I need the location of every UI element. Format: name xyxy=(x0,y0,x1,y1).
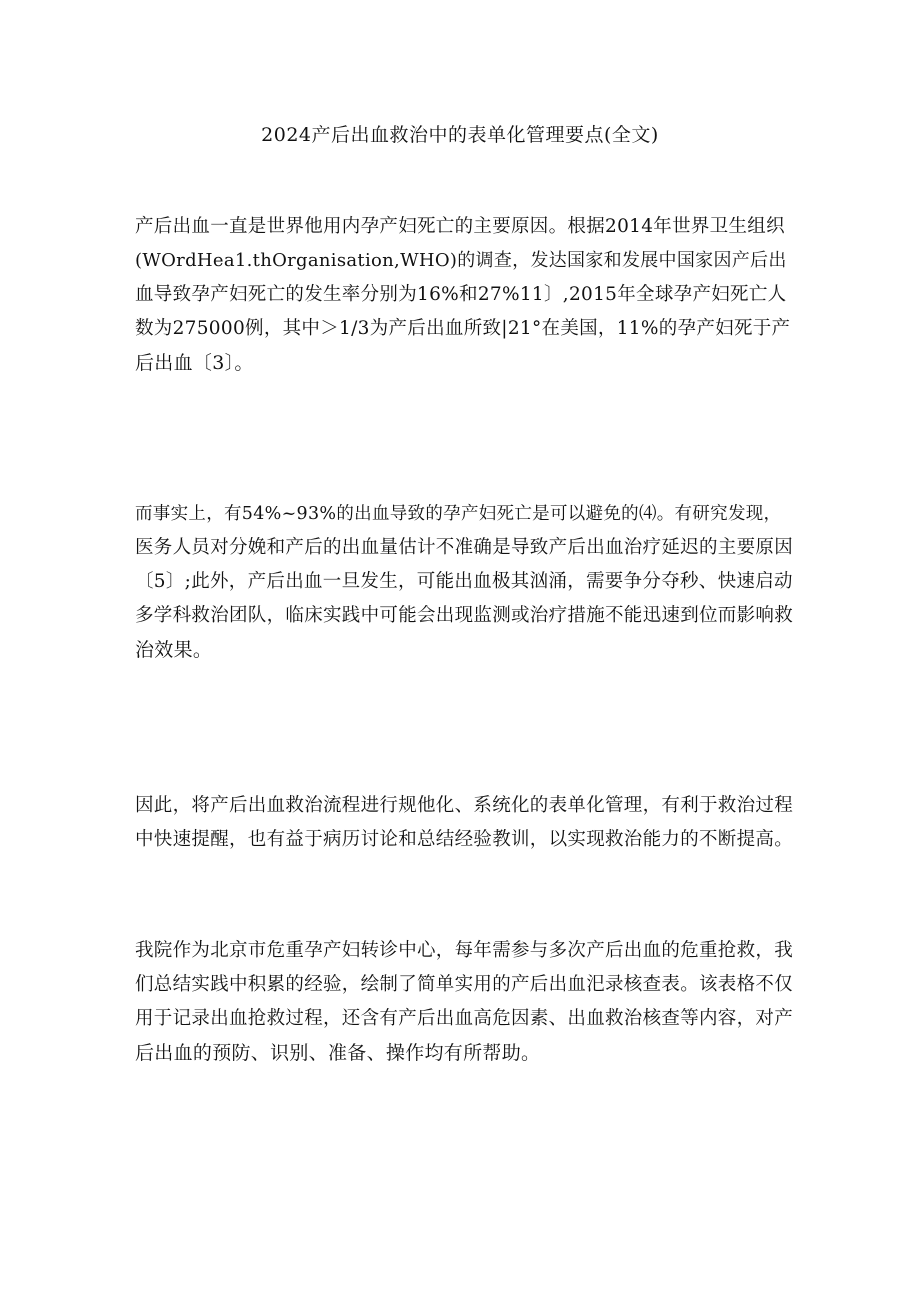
paragraph-line: 数为275000例，其中＞1/3为产后出血所致|21°在美国，11%的孕产妇死于产 xyxy=(135,318,791,339)
paragraph-line: 后出血〔3〕。 xyxy=(135,352,254,374)
paragraph-line: 多学科救治团队，临床实践中可能会出现监测或治疗措施不能迅速到位而影响救 xyxy=(135,605,794,626)
paragraph-line: 用于记录出血抢救过程，还含有产后出血高危因素、出血救治核查等内容，对产 xyxy=(135,1008,794,1029)
paragraph-avoidable-deaths xyxy=(135,497,795,667)
paragraph-line: 我院作为北京市危重孕产妇转诊中心，每年需参与多次产后出血的危重抢救，我 xyxy=(135,940,794,961)
paragraph-line: 后出血的预防、识别、准备、操作均有所帮助。 xyxy=(135,1042,541,1064)
paragraph-line: (WOrdHea1.thOrganisation,WHO)的调查，发达国家和发展中国家因产后出 xyxy=(135,250,787,271)
paragraph-line: 中快速提醒，也有益于病历讨论和总结经验教训，以实现救治能力的不断提高。 xyxy=(135,829,794,850)
document-title: 2024产后出血救治中的表单化管理要点(全文) xyxy=(261,124,659,146)
paragraph-line: 产后出血一直是世界他用内孕产妇死亡的主要原因。根据2014年世界卫生组织 xyxy=(135,216,785,237)
paragraph-line: 治效果。 xyxy=(135,639,213,661)
paragraph-line: 血导致孕产妇死亡的发生率分别为16%和27%11〕,2015年全球孕产妇死亡人 xyxy=(135,284,787,305)
paragraph-line: 而事实上，有54%~93%的出血导致的孕产妇死亡是可以避免的⑷。有研究发现， xyxy=(135,504,782,524)
paragraph-line: 〔5〕;此外，产后出血一旦发生，可能出血极其汹涌，需要争分夺秒、快速启动 xyxy=(135,571,793,592)
paragraph-line: 因此，将产后出血救治流程进行规他化、系统化的表单化管理，有利于救治过程 xyxy=(135,795,794,816)
paragraph-line: 医务人员对分娩和产后的出血量估计不准确是导致产后出血治疗延迟的主要原因 xyxy=(135,537,794,558)
paragraph-hospital-practice xyxy=(135,934,795,1070)
paragraph-line: 们总结实践中积累的经验，绘制了简单实用的产后出血汜录核查表。该表格不仅 xyxy=(135,974,794,995)
paragraph-form-management xyxy=(135,789,795,857)
paragraph-who-statistics xyxy=(135,210,795,380)
